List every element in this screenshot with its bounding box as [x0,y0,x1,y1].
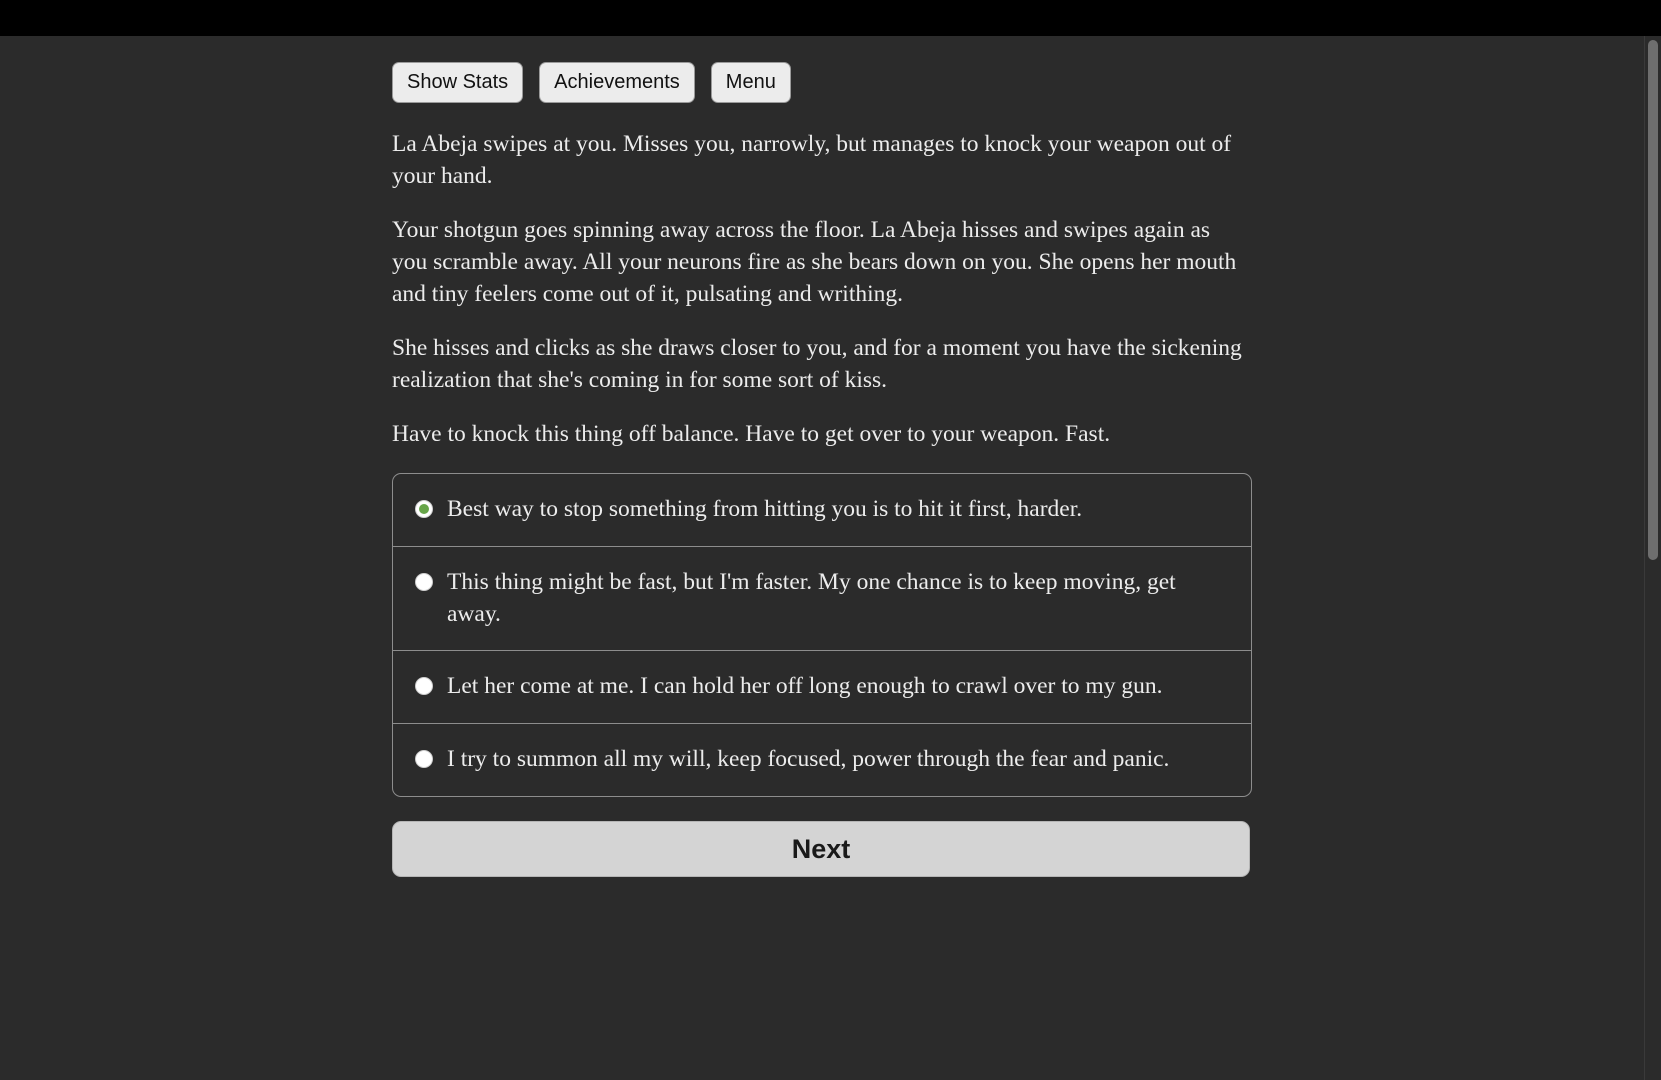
story-paragraph: La Abeja swipes at you. Misses you, narrowly, but manages to knock your weapon out of your hand. [392,131,1232,189]
radio-icon[interactable] [415,677,433,695]
story-paragraph: Have to knock this thing off balance. Have to get over to your weapon. Fast. [392,420,1111,447]
window-top-bar [0,0,1661,36]
show-stats-button[interactable]: Show Stats [392,62,523,103]
next-button[interactable]: Next [392,821,1250,877]
choice-list [392,473,1252,798]
achievements-button[interactable]: Achievements [539,62,695,103]
choice-option-label: This thing might be fast, but I'm faster. My one chance is to keep moving, get away. [447,568,1176,627]
choice-option-1[interactable] [393,474,1251,547]
radio-icon[interactable] [415,500,433,518]
radio-icon[interactable] [415,573,433,591]
choice-option-label: I try to summon all my will, keep focused, power through the fear and panic. [447,746,1170,773]
vertical-scrollbar[interactable] [1644,36,1661,1080]
story-paragraph: Your shotgun goes spinning away across the floor. La Abeja hisses and swipes again as you scramble away. All your neurons fire as she bears down on you. She opens her mouth and tiny feelers come out of it, pulsating and writhing. [392,216,1237,307]
choice-option-label: Best way to stop something from hitting you is to hit it first, harder. [447,495,1083,522]
story-paragraph: She hisses and clicks as she draws closer to you, and for a moment you have the sickening realization that she's coming in for some sort of kiss. [392,334,1242,393]
choice-option-label: Let her come at me. I can hold her off long enough to crawl over to my gun. [447,673,1163,700]
radio-icon[interactable] [415,750,433,768]
game-viewport [0,36,1645,1080]
menu-button[interactable]: Menu [711,62,791,103]
toolbar [392,62,1252,103]
scrollbar-thumb[interactable] [1648,40,1658,560]
choice-option-4[interactable] [393,724,1251,796]
choice-option-2[interactable] [393,547,1251,652]
choice-option-3[interactable] [393,651,1251,724]
story-container [392,62,1252,877]
story-text [392,129,1252,451]
